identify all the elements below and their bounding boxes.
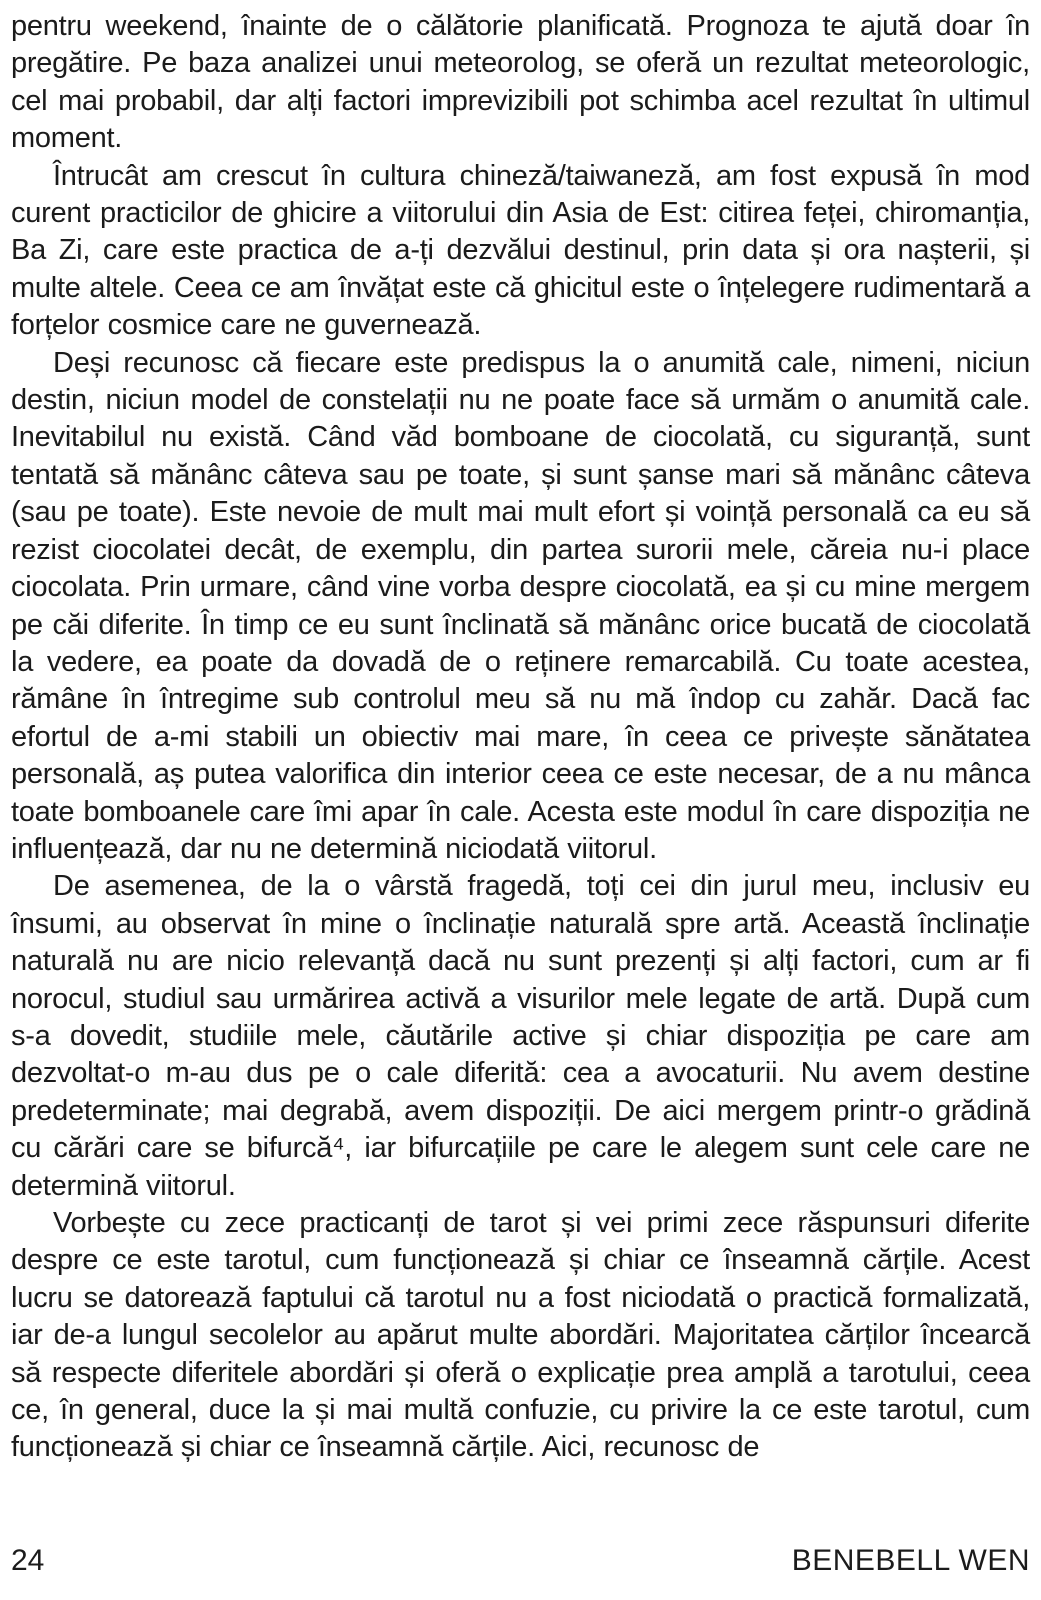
paragraph: Întrucât am crescut în cultura chineză/taiwaneză, am fost expusă în mod curent practicilor de ghicire a viitorului din Asia de Est: citirea feței, chiromanția, Ba Zi, care este practica de a-ți dezvălui destinul, prin data și ora nașterii, și multe altele. Ceea ce am învățat este că ghicitul este o înțelegere rudimentară a forțelor cosmice care ne guvernează. [11, 159, 1030, 342]
paragraph: Vorbește cu zece practicanți de tarot și vei primi zece răspunsuri diferite despre ce este tarotul, cum funcționează și chiar ce înseamnă cărțile. Acest lucru se datorează faptului că tarotul nu a fost niciodată o practică formalizată, iar de-a lungul secolelor au apărut multe abordări. Majoritatea cărților încearcă să respecte diferitele abordări și oferă o explicație prea amplă a tarotului, ceea ce, în general, duce la și mai multă confuzie, cu privire la ce este tarotul, cum funcționează și chiar ce înseamnă cărțile. Aici, recunosc de [11, 1207, 1030, 1464]
page-footer [11, 1544, 1030, 1578]
paragraph-continuation: pentru weekend, înainte de o călătorie planificată. Prognoza te ajută doar în pregătire. Pe baza analizei unui meteorolog, se oferă un rezultat meteorologic, cel mai probabil, dar alți factori imprevizibili pot schimba acel rezultat în ultimul moment. [11, 10, 1030, 155]
page-body [11, 8, 1030, 1467]
paragraph: Deși recunosc că fiecare este predispus la o anumită cale, nimeni, niciun destin, niciun model de constelații nu ne poate face să urmăm o anumită cale. Inevitabilul nu există. Când văd bomboane de ciocolată, cu siguranță, sunt tentată să mănânc câteva sau pe toate, și sunt șanse mari să mănânc câteva (sau pe toate). Este nevoie de mult mai mult efort și voință personală ca eu să rezist ciocolatei decât, de exemplu, din partea surorii mele, căreia nu-i place ciocolata. Prin urmare, când vine vorba despre ciocolată, ea și cu mine mergem pe căi diferite. În timp ce eu sunt înclinată să mănânc orice bucată de ciocolată la vedere, ea poate da dovadă de o reținere remarcabilă. Cu toate acestea, rămâne în întregime sub controlul meu să nu mă îndop cu zahăr. Dacă fac efortul de a-mi stabili un obiectiv mai mare, în ceea ce privește sănătatea personală, aș putea valorifica din interior ceea ce este necesar, de a nu mânca toate bomboanele care îmi apar în cale. Acesta este modul în care dispoziția ne influențează, dar nu ne determină niciodată viitorul. [11, 346, 1030, 865]
paragraph: De asemenea, de la o vârstă fragedă, toți cei din jurul meu, inclusiv eu însumi, au observat în mine o înclinație naturală spre artă. Această înclinație naturală nu are nicio relevanță dacă nu sunt prezenți și alți factori, cum ar fi norocul, studiul sau urmărirea activă a visurilor mele legate de artă. După cum s-a dovedit, studiile mele, căutările active și chiar dispoziția pe care am dezvoltat-o m-au dus pe o cale diferită: cea a avocaturii. Nu avem destine predeterminate; mai degrabă, avem dispoziții. De aici mergem printr-o grădină cu cărări care se bifurcă⁴, iar bifurcațiile pe care le alegem sunt cele care ne determină viitorul. [11, 870, 1030, 1202]
page-number: 24 [11, 1544, 45, 1577]
running-head-author: BENEBELL WEN [791, 1544, 1030, 1577]
